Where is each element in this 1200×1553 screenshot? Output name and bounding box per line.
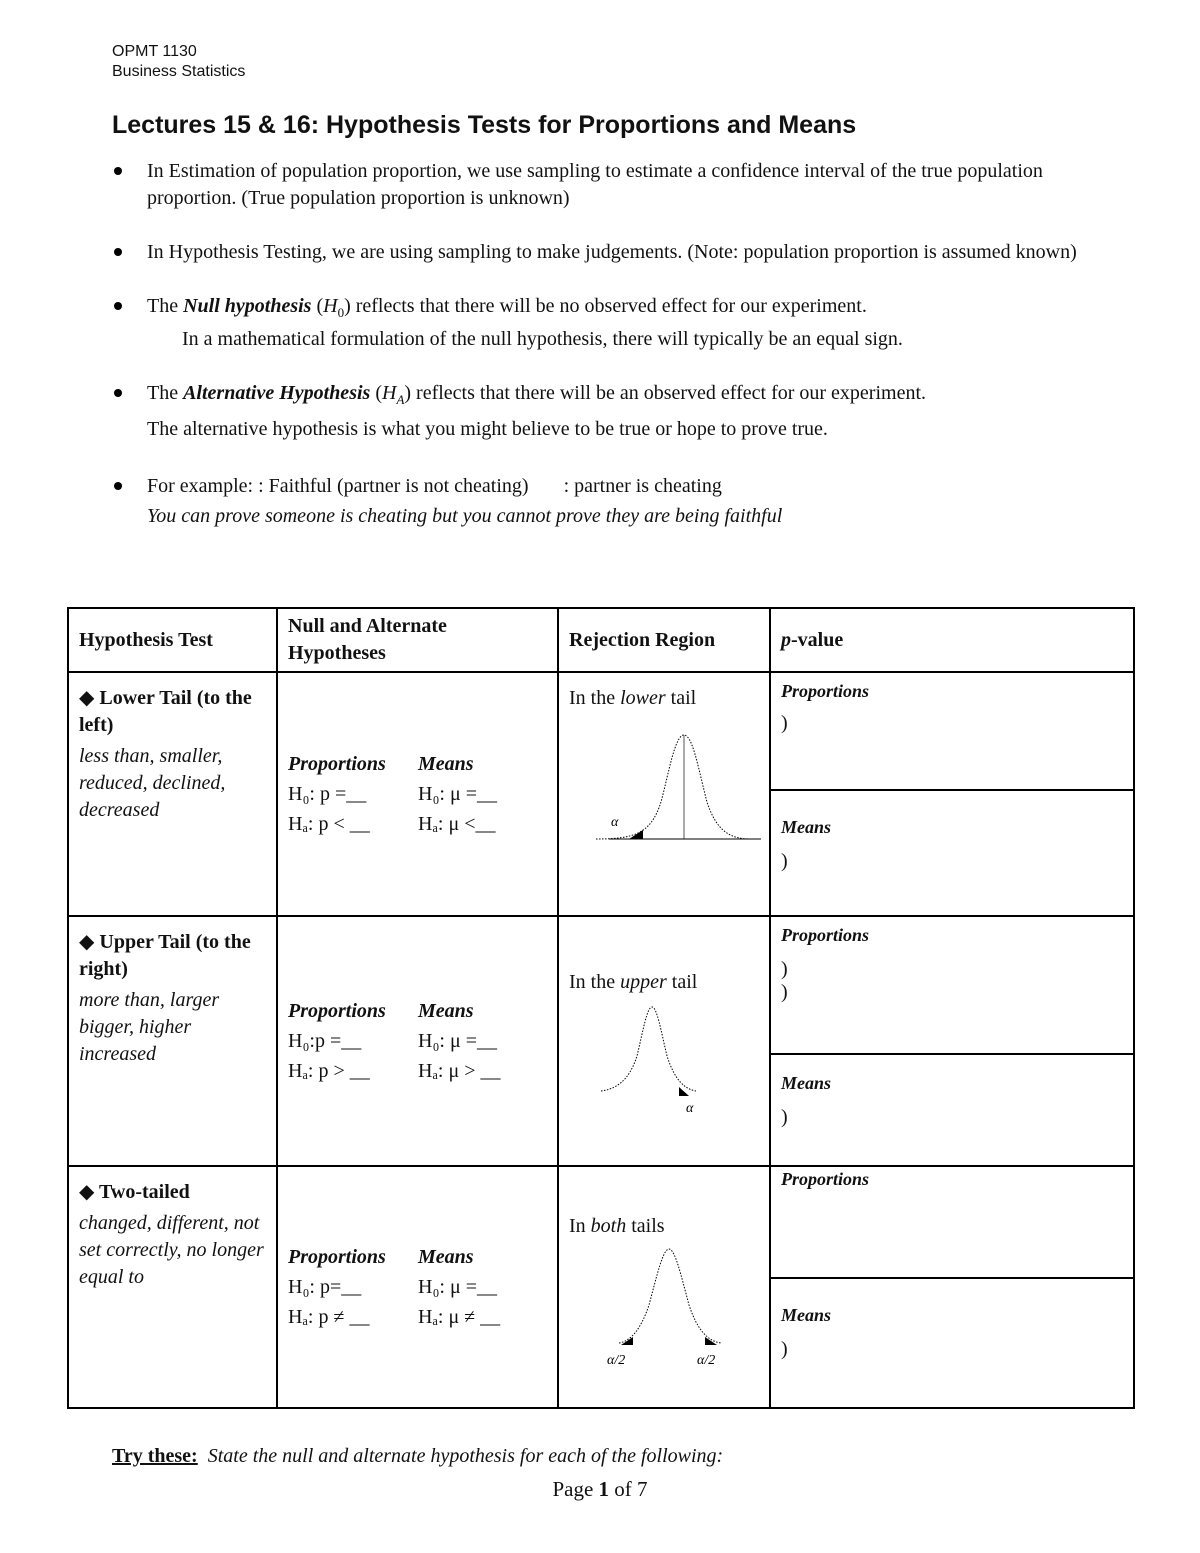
symbol-h: H bbox=[381, 382, 397, 404]
text: ) reflects that there will be an observed effect for our experiment. bbox=[404, 382, 927, 404]
ha-proportion: Hₐ: p ≠ __ bbox=[288, 1306, 370, 1328]
h0-proportion: H₀: p =__ bbox=[288, 783, 367, 805]
ha-proportion: Hₐ: p > __ bbox=[288, 1060, 370, 1082]
test-name: ◆ Lower Tail (to the left) bbox=[79, 687, 252, 736]
paren: ) bbox=[781, 958, 788, 980]
tail-word: both bbox=[590, 1215, 627, 1237]
p-value-proportions bbox=[771, 1167, 1133, 1279]
rejection-text bbox=[569, 969, 759, 995]
bullet-null-hypothesis bbox=[112, 293, 1102, 353]
try-label: Try these: bbox=[112, 1445, 198, 1467]
term-alternative-hypothesis: Alternative Hypothesis bbox=[183, 382, 371, 404]
course-name: Business Statistics bbox=[112, 63, 246, 80]
page-number bbox=[0, 1477, 1200, 1502]
text: Page bbox=[552, 1477, 599, 1501]
bullet-list bbox=[112, 158, 1102, 530]
p-value-cell bbox=[770, 672, 1134, 916]
hypotheses-cell bbox=[277, 1166, 558, 1408]
paren: ) bbox=[781, 1338, 788, 1360]
table-row-lower-tail bbox=[68, 672, 1134, 916]
null-line2: In a mathematical formulation of the null hypothesis, there will typically be an equal sign. bbox=[182, 328, 903, 350]
symbol-h: H bbox=[323, 295, 338, 317]
label-proportions: Proportions bbox=[781, 925, 870, 945]
text: tail bbox=[666, 971, 698, 993]
bullet-hypothesis-testing: In Hypothesis Testing, we are using sampling to make judgements. (Note: population proportion is assumed known) bbox=[112, 239, 1102, 266]
upper-tail-curve-diagram bbox=[591, 1001, 761, 1126]
hyp-labels bbox=[288, 1242, 547, 1272]
hypotheses-cell bbox=[277, 672, 558, 916]
text: ) reflects that there will be no observed effect for our experiment. bbox=[344, 295, 867, 317]
label-means: Means bbox=[781, 1073, 832, 1093]
hyp-labels bbox=[288, 996, 547, 1026]
label-means: Means bbox=[418, 1000, 474, 1022]
paren: ) bbox=[781, 712, 788, 734]
h0-proportion: H₀: p=__ bbox=[288, 1276, 362, 1298]
p-value-means bbox=[771, 1279, 1133, 1369]
header-hypothesis-test: Hypothesis Test bbox=[68, 608, 277, 672]
label-proportions: Proportions bbox=[781, 1169, 870, 1189]
table-row-two-tailed bbox=[68, 1166, 1134, 1408]
hypothesis-test-table bbox=[67, 607, 1135, 1409]
null-row bbox=[288, 1272, 547, 1302]
rejection-cell bbox=[558, 672, 770, 916]
text: of 7 bbox=[609, 1477, 648, 1501]
test-cell bbox=[68, 916, 277, 1166]
shaded-left-tail bbox=[621, 1337, 633, 1345]
rejection-cell bbox=[558, 1166, 770, 1408]
label-means: Means bbox=[781, 817, 832, 837]
course-header bbox=[112, 42, 245, 82]
test-cell bbox=[68, 1166, 277, 1408]
ha-mean: Hₐ: μ ≠ __ bbox=[418, 1306, 501, 1328]
example-line1: For example: : Faithful (partner is not cheating) : partner is cheating bbox=[147, 475, 722, 497]
test-cell bbox=[68, 672, 277, 916]
null-row bbox=[288, 1026, 547, 1056]
alt-row bbox=[288, 809, 547, 839]
course-code: OPMT 1130 bbox=[112, 43, 197, 60]
tail-word: upper bbox=[620, 971, 667, 993]
h0-mean: H₀: μ =__ bbox=[418, 1276, 497, 1298]
rejection-text bbox=[569, 1213, 759, 1239]
alt-line2: The alternative hypothesis is what you might believe to be true or hope to prove true. bbox=[147, 418, 828, 440]
test-keywords: less than, smaller, reduced, declined, decreased bbox=[79, 745, 226, 821]
text: In bbox=[569, 1215, 591, 1237]
bullet-estimation: In Estimation of population proportion, we use sampling to estimate a confidence interval of the true population proportion. (True population proportion is unknown) bbox=[112, 158, 1102, 212]
try-these bbox=[112, 1445, 723, 1468]
h0-mean: H₀: μ =__ bbox=[418, 1030, 497, 1052]
term-null-hypothesis: Null hypothesis bbox=[183, 295, 312, 317]
text: In the bbox=[569, 971, 621, 993]
p-symbol: p bbox=[781, 628, 791, 651]
text: The bbox=[147, 382, 184, 404]
page-current: 1 bbox=[598, 1477, 610, 1501]
label-means: Means bbox=[781, 1305, 832, 1325]
alt-row bbox=[288, 1302, 547, 1332]
paren: ) bbox=[781, 850, 788, 872]
p-value-means bbox=[771, 1055, 1133, 1137]
label-proportions: Proportions bbox=[288, 753, 386, 775]
alt-row bbox=[288, 1056, 547, 1086]
try-text: State the null and alternate hypothesis for each of the following: bbox=[207, 1445, 724, 1467]
alpha-label: α bbox=[611, 815, 619, 830]
text: tail bbox=[665, 687, 697, 709]
example-line2: You can prove someone is cheating but you cannot prove they are being faithful bbox=[147, 505, 783, 527]
table-header-row bbox=[68, 608, 1134, 672]
test-keywords: changed, different, not set correctly, no longer equal to bbox=[79, 1212, 264, 1288]
alpha-half-right-label: α/2 bbox=[697, 1353, 716, 1368]
tail-word: lower bbox=[620, 687, 666, 709]
paren: ) bbox=[781, 1106, 788, 1128]
label-means: Means bbox=[418, 753, 474, 775]
bullet-alternative-hypothesis bbox=[112, 380, 1102, 443]
table-row-upper-tail bbox=[68, 916, 1134, 1166]
p-value-cell bbox=[770, 1166, 1134, 1408]
header-p-value bbox=[770, 608, 1134, 672]
header-rejection-region: Rejection Region bbox=[558, 608, 770, 672]
text: The bbox=[147, 295, 184, 317]
h0-mean: H₀: μ =__ bbox=[418, 783, 497, 805]
text: ( bbox=[370, 382, 382, 404]
text: tails bbox=[626, 1215, 665, 1237]
label-proportions: Proportions bbox=[288, 1246, 386, 1268]
lower-tail-curve-diagram bbox=[591, 717, 761, 857]
rejection-text bbox=[569, 685, 759, 711]
test-name: ◆ Upper Tail (to the right) bbox=[79, 931, 251, 980]
header-null-alternate: Null and Alternate Hypotheses bbox=[277, 608, 558, 672]
ha-mean: Hₐ: μ <__ bbox=[418, 813, 496, 835]
hyp-labels bbox=[288, 749, 547, 779]
ha-mean: Hₐ: μ > __ bbox=[418, 1060, 501, 1082]
symbol-sub: 0 bbox=[337, 305, 345, 320]
p-value-proportions bbox=[771, 673, 1133, 791]
alpha-half-left-label: α/2 bbox=[607, 1353, 626, 1368]
p-value-means bbox=[771, 791, 1133, 881]
paren: ) bbox=[781, 981, 788, 1003]
text: In the bbox=[569, 687, 621, 709]
normal-curve bbox=[596, 735, 751, 839]
alpha-label: α bbox=[686, 1101, 694, 1116]
normal-curve bbox=[619, 1249, 721, 1343]
shaded-right-tail bbox=[705, 1337, 717, 1345]
test-keywords: more than, larger bigger, higher increased bbox=[79, 989, 220, 1065]
hypotheses-cell bbox=[277, 916, 558, 1166]
normal-curve bbox=[601, 1007, 696, 1091]
two-tailed-curve-diagram bbox=[591, 1245, 761, 1370]
bullet-example bbox=[112, 473, 1102, 530]
text: -value bbox=[791, 628, 844, 651]
ha-proportion: Hₐ: p < __ bbox=[288, 813, 370, 835]
p-value-proportions bbox=[771, 917, 1133, 1055]
test-name: ◆ Two-tailed bbox=[79, 1181, 190, 1203]
rejection-cell bbox=[558, 916, 770, 1166]
p-value-cell bbox=[770, 916, 1134, 1166]
label-means: Means bbox=[418, 1246, 474, 1268]
label-proportions: Proportions bbox=[288, 1000, 386, 1022]
symbol-sub: A bbox=[396, 392, 405, 407]
text: ( bbox=[311, 295, 324, 317]
label-proportions: Proportions bbox=[781, 681, 870, 701]
null-row bbox=[288, 779, 547, 809]
h0-proportion: H₀:p =__ bbox=[288, 1030, 362, 1052]
page-title: Lectures 15 & 16: Hypothesis Tests for Proportions and Means bbox=[112, 111, 857, 139]
